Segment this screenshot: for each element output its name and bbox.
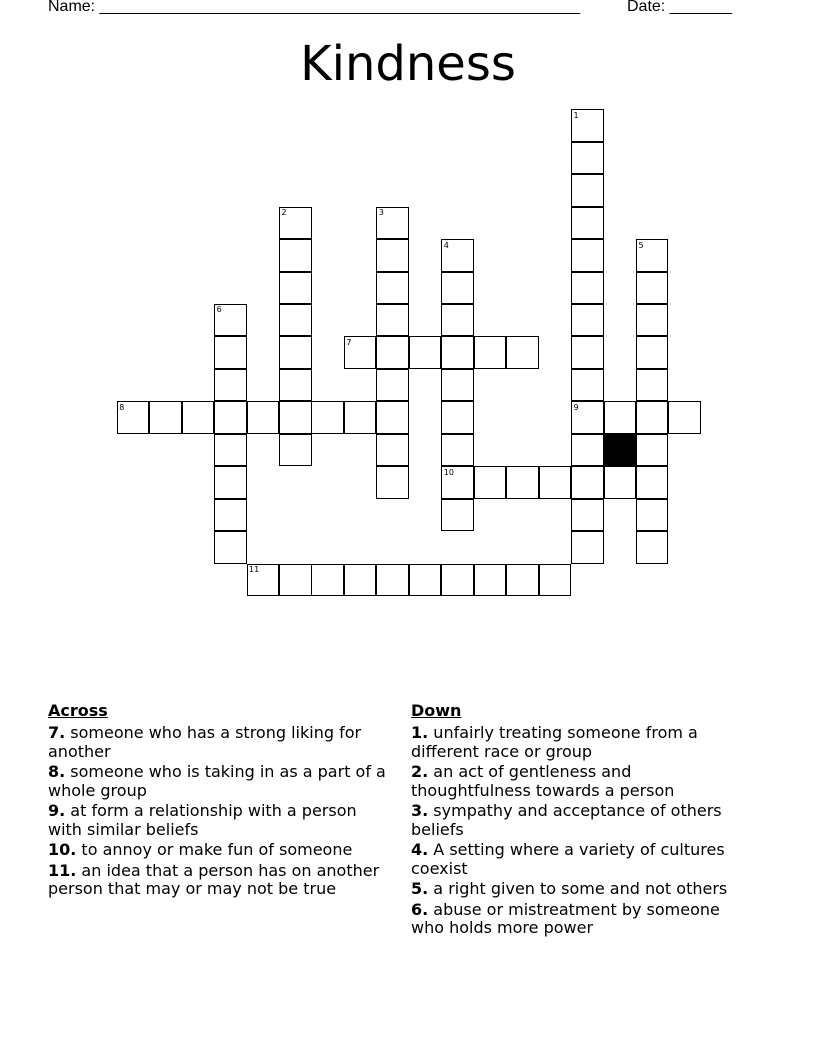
grid-cell[interactable] xyxy=(636,466,669,499)
grid-cell[interactable] xyxy=(441,272,474,305)
name-field-label: Name: ______________________________________________________ xyxy=(48,0,581,15)
grid-cell[interactable] xyxy=(506,336,539,369)
clue-num: 1. xyxy=(411,723,429,742)
clue-num: 5. xyxy=(411,879,429,898)
grid-cell[interactable] xyxy=(376,304,409,337)
grid-cell[interactable] xyxy=(214,466,247,499)
grid-cell[interactable] xyxy=(474,564,507,597)
grid-cell[interactable] xyxy=(539,466,572,499)
down-clue xyxy=(411,880,756,899)
across-clues xyxy=(48,702,393,901)
clue-number: 10 xyxy=(443,467,454,477)
grid-cell[interactable] xyxy=(441,466,474,499)
clue-num: 9. xyxy=(48,801,66,820)
grid-cell[interactable] xyxy=(279,207,312,240)
grid-cell[interactable] xyxy=(441,434,474,467)
down-clue xyxy=(411,841,756,878)
across-clue xyxy=(48,724,393,761)
grid-cell[interactable] xyxy=(571,531,604,564)
grid-cell[interactable] xyxy=(214,434,247,467)
clue-num: 4. xyxy=(411,840,429,859)
grid-cell[interactable] xyxy=(668,401,701,434)
clue-number: 5 xyxy=(638,240,644,250)
grid-cell[interactable] xyxy=(214,304,247,337)
grid-cell[interactable] xyxy=(247,564,280,597)
grid-cell[interactable] xyxy=(636,401,669,434)
grid-cell[interactable] xyxy=(344,336,377,369)
grid-cell[interactable] xyxy=(279,434,312,467)
puzzle-title: Kindness xyxy=(300,36,516,92)
grid-cell[interactable] xyxy=(279,336,312,369)
clue-num: 11. xyxy=(48,860,77,880)
grid-cell[interactable] xyxy=(344,564,377,597)
across-clue xyxy=(48,841,393,860)
grid-cell[interactable] xyxy=(636,499,669,532)
grid-cell[interactable] xyxy=(604,466,637,499)
grid-cell[interactable] xyxy=(474,336,507,369)
grid-cell[interactable] xyxy=(376,369,409,402)
grid-cell[interactable] xyxy=(571,369,604,402)
clue-num: 6. xyxy=(411,899,429,919)
clue-number: 11 xyxy=(249,565,260,575)
clue-number: 1 xyxy=(573,110,579,120)
grid-cell[interactable] xyxy=(376,207,409,240)
grid-cell[interactable] xyxy=(636,434,669,467)
grid-cell[interactable] xyxy=(279,369,312,402)
clue-number: 8 xyxy=(119,402,125,412)
grid-cell[interactable] xyxy=(279,239,312,272)
grid-cell[interactable] xyxy=(344,401,377,434)
grid-cell[interactable] xyxy=(214,336,247,369)
grid-cell[interactable] xyxy=(441,336,474,369)
across-heading: Across xyxy=(48,701,108,720)
grid-cell[interactable] xyxy=(441,499,474,532)
clue-text: abuse or mistreatment by someone who holds more power xyxy=(411,899,720,937)
grid-cell[interactable] xyxy=(214,499,247,532)
clue-number: 6 xyxy=(216,305,222,315)
clue-number: 9 xyxy=(573,402,579,412)
grid-cell[interactable] xyxy=(539,564,572,597)
grid-cell[interactable] xyxy=(409,564,442,597)
across-clue xyxy=(48,862,393,899)
grid-cell[interactable] xyxy=(571,499,604,532)
down-clue xyxy=(411,802,756,839)
clue-number: 7 xyxy=(346,337,352,347)
clue-number: 4 xyxy=(443,240,449,250)
clue-text: sympathy and acceptance of others beliefs xyxy=(411,801,722,839)
grid-cell[interactable] xyxy=(571,466,604,499)
grid-cell[interactable] xyxy=(571,272,604,305)
clue-text: someone who is taking in as a part of a whole group xyxy=(48,762,386,800)
grid-cell[interactable] xyxy=(474,466,507,499)
clue-text: an act of gentleness and thoughtfulness towards a person xyxy=(411,762,675,800)
grid-cell[interactable] xyxy=(636,531,669,564)
clue-text: someone who has a strong liking for another xyxy=(48,723,362,761)
clue-num: 3. xyxy=(411,801,429,820)
grid-cell[interactable] xyxy=(311,564,344,597)
clue-num: 8. xyxy=(48,762,66,781)
grid-cell[interactable] xyxy=(376,272,409,305)
clue-text: unfairly treating someone from a different race or group xyxy=(411,723,698,761)
grid-cell[interactable] xyxy=(636,272,669,305)
grid-cell[interactable] xyxy=(376,466,409,499)
grid-cell[interactable] xyxy=(571,207,604,240)
grid-cell[interactable] xyxy=(571,304,604,337)
grid-cell[interactable] xyxy=(376,336,409,369)
grid-cell[interactable] xyxy=(247,401,280,434)
grid-cell[interactable] xyxy=(214,401,247,434)
down-clue xyxy=(411,763,756,800)
grid-cell[interactable] xyxy=(571,336,604,369)
grid-cell[interactable] xyxy=(149,401,182,434)
grid-cell[interactable] xyxy=(279,564,312,597)
down-clues xyxy=(411,702,756,940)
grid-cell[interactable] xyxy=(441,369,474,402)
grid-cell[interactable] xyxy=(571,142,604,175)
grid-cell[interactable] xyxy=(571,434,604,467)
grid-cell[interactable] xyxy=(636,304,669,337)
grid-cell[interactable] xyxy=(506,466,539,499)
down-clue xyxy=(411,901,756,938)
grid-cell[interactable] xyxy=(636,369,669,402)
grid-cell[interactable] xyxy=(441,239,474,272)
clue-text: at form a relationship with a person with similar beliefs xyxy=(48,801,357,839)
grid-cell[interactable] xyxy=(506,564,539,597)
grid-cell[interactable] xyxy=(182,401,215,434)
grid-cell[interactable] xyxy=(636,239,669,272)
grid-cell[interactable] xyxy=(311,401,344,434)
grid-cell[interactable] xyxy=(279,272,312,305)
grid-cell[interactable] xyxy=(636,336,669,369)
clue-number: 3 xyxy=(378,208,384,218)
grid-cell[interactable] xyxy=(441,564,474,597)
grid-cell[interactable] xyxy=(376,564,409,597)
clue-text: an idea that a person has on another person that may or may not be true xyxy=(48,860,380,898)
clue-text: a right given to some and not others xyxy=(428,879,728,898)
black-cell xyxy=(604,434,637,467)
grid-cell[interactable] xyxy=(117,401,150,434)
clue-number: 2 xyxy=(281,208,287,218)
down-heading: Down xyxy=(411,701,462,720)
clue-num: 7. xyxy=(48,723,66,742)
grid-cell[interactable] xyxy=(441,401,474,434)
across-clue xyxy=(48,763,393,800)
grid-cell[interactable] xyxy=(604,401,637,434)
down-clue xyxy=(411,724,756,761)
date-field-label: Date: _______ xyxy=(627,0,732,15)
grid-cell[interactable] xyxy=(214,531,247,564)
grid-cell[interactable] xyxy=(376,239,409,272)
grid-cell[interactable] xyxy=(376,434,409,467)
across-clue xyxy=(48,802,393,839)
clue-num: 2. xyxy=(411,762,429,781)
grid-cell[interactable] xyxy=(279,304,312,337)
grid-cell[interactable] xyxy=(571,174,604,207)
grid-cell[interactable] xyxy=(441,304,474,337)
across-clue-list xyxy=(48,724,393,899)
grid-cell[interactable] xyxy=(571,109,604,142)
down-clue-list xyxy=(411,724,756,938)
grid-cell[interactable] xyxy=(409,336,442,369)
grid-cell[interactable] xyxy=(214,369,247,402)
clue-text: A setting where a variety of cultures coexist xyxy=(411,840,725,878)
grid-cell[interactable] xyxy=(571,239,604,272)
clue-num: 10. xyxy=(48,840,77,859)
grid-cell[interactable] xyxy=(376,401,409,434)
clue-text: to annoy or make fun of someone xyxy=(76,840,353,859)
grid-cell[interactable] xyxy=(571,401,604,434)
grid-cell[interactable] xyxy=(279,401,312,434)
